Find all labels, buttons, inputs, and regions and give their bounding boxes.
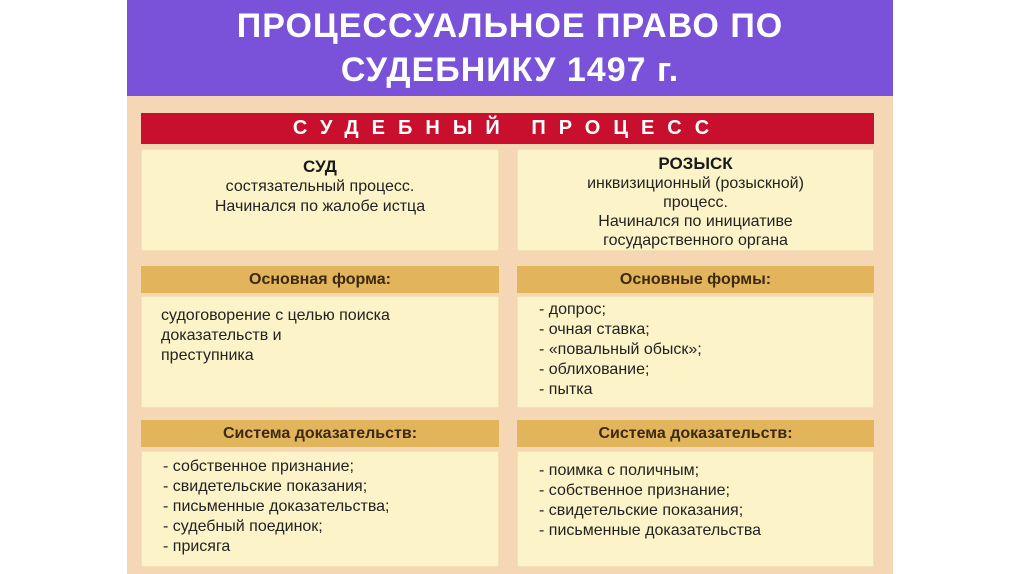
left-intro-card — [141, 149, 499, 251]
right-form-list — [539, 300, 874, 400]
list-item: - облихование; — [539, 361, 650, 378]
left-description-1: состязательный процесс. — [225, 178, 415, 195]
right-description-2: процесс. — [663, 194, 728, 211]
right-evidence-card — [517, 451, 874, 567]
right-description-1: инквизиционный (розыскной) — [587, 175, 804, 192]
left-form-text-1: судоговорение с целью поиска — [161, 307, 390, 324]
list-item: - присяга — [163, 538, 231, 555]
right-description-3: Начинался по инициативе — [598, 213, 793, 230]
right-heading: РОЗЫСК — [658, 154, 733, 173]
list-item: - письменные доказательства; — [163, 498, 390, 515]
list-item: - собственное признание; — [163, 458, 354, 475]
left-evidence-card — [141, 451, 499, 567]
list-item: - допрос; — [539, 301, 606, 318]
list-item: - письменные доказательства — [539, 522, 762, 539]
left-form-card — [141, 296, 499, 408]
left-evidence-label: Система доказательств: — [141, 420, 499, 447]
list-item: - поимка с поличным; — [539, 462, 700, 479]
list-item: - судебный поединок; — [163, 518, 323, 535]
title-line-1: ПРОЦЕССУАЛЬНОЕ ПРАВО ПО — [236, 7, 784, 45]
left-form-text-2: доказательств и — [161, 327, 282, 344]
right-evidence-label: Система доказательств: — [517, 420, 874, 447]
left-description-2: Начинался по жалобе истца — [214, 198, 426, 215]
right-evidence-list — [539, 461, 874, 541]
title-line-2: СУДЕБНИКУ 1497 г. — [340, 51, 680, 89]
list-item: - свидетельские показания; — [163, 478, 368, 495]
list-item: - собственное признание; — [539, 482, 730, 499]
list-item: - «повальный обыск»; — [539, 341, 702, 358]
right-intro-card — [517, 149, 874, 251]
banner: СУДЕБНЫЙ ПРОЦЕСС — [141, 113, 874, 144]
left-form-label: Основная форма: — [141, 266, 499, 293]
right-form-card — [517, 296, 874, 408]
list-item: - пытка — [539, 381, 593, 398]
page-title — [127, 0, 893, 96]
list-item: - свидетельские показания; — [539, 502, 744, 519]
list-item: - очная ставка; — [539, 321, 650, 338]
left-heading: СУД — [303, 157, 337, 176]
left-form-text-3: преступника — [161, 347, 254, 364]
left-evidence-list — [163, 457, 499, 557]
right-description-4: государственного органа — [603, 232, 788, 249]
right-form-label: Основные формы: — [517, 266, 874, 293]
